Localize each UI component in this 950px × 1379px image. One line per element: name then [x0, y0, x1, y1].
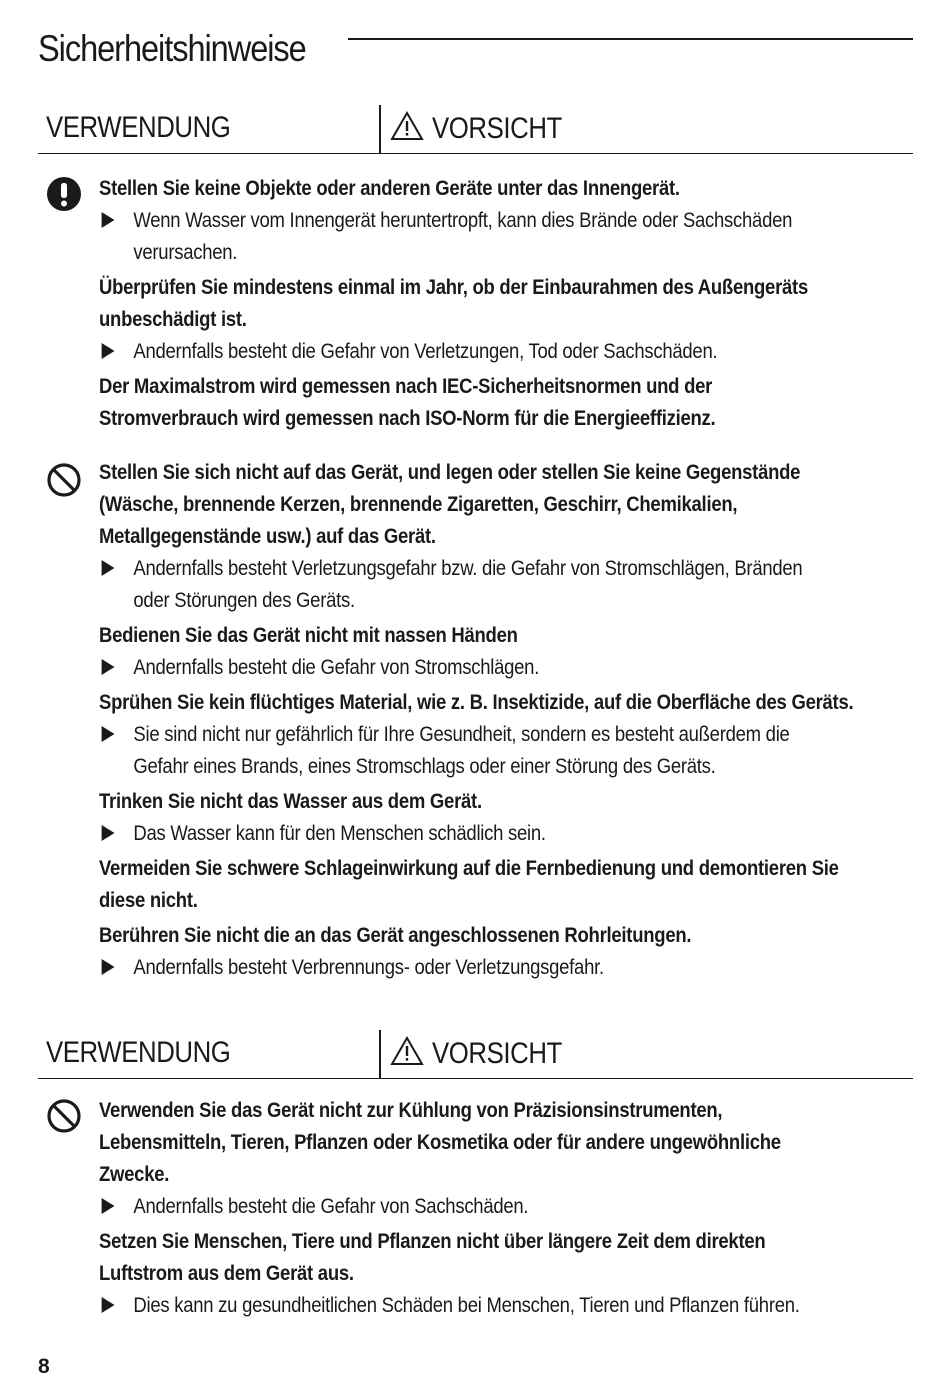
bullet-arrow-icon [102, 212, 115, 228]
bullet-text: Dies kann zu gesundheitlichen Schäden bei Menschen, Tieren und Pflanzen führen. [99, 1289, 804, 1321]
bullet-text: Andernfalls besteht Verletzungsgefahr bzw. die Gefahr von Stromschlägen, Bränden [99, 552, 804, 584]
section-label-caution: VORSICHT [432, 112, 562, 145]
bullet-text: Sie sind nicht nur gefährlich für Ihre Gesundheit, sondern es besteht außerdem die [99, 718, 804, 750]
item-heading-continued: unbeschädigt ist. [99, 307, 247, 331]
page-title: Sicherheitshinweise [38, 28, 306, 69]
section-header [38, 105, 913, 154]
exclamation-mandatory-icon [46, 176, 82, 212]
item-heading-continued: Luftstrom aus dem Gerät aus. [99, 1261, 354, 1285]
item-heading: Überprüfen Sie mindestens einmal im Jahr, ob der Einbaurahmen des Außengeräts [99, 275, 808, 299]
item-heading-continued: Metallgegenstände usw.) auf das Gerät. [99, 524, 436, 548]
item-heading-continued: Zwecke. [99, 1162, 170, 1186]
item-list [99, 172, 919, 434]
bullet-arrow-icon [102, 825, 115, 841]
bullet-arrow-icon [102, 1198, 115, 1214]
bullet-arrow-icon [102, 560, 115, 576]
item-heading: Verwenden Sie das Gerät nicht zur Kühlung von Präzisionsinstrumenten, [99, 1098, 723, 1122]
bullet-text: Andernfalls besteht die Gefahr von Verletzungen, Tod oder Sachschäden. [99, 335, 804, 367]
item-heading: Der Maximalstrom wird gemessen nach IEC-Sicherheitsnormen und der [99, 374, 713, 398]
bullet-arrow-icon [102, 726, 115, 742]
item-heading: Sprühen Sie kein flüchtiges Material, wie z. B. Insektizide, auf die Oberfläche des Geräts. [99, 690, 854, 714]
item-heading: Trinken Sie nicht das Wasser aus dem Gerät. [99, 789, 482, 813]
prohibition-icon [46, 1098, 82, 1134]
item-heading: Stellen Sie sich nicht auf das Gerät, und legen oder stellen Sie keine Gegenstände [99, 460, 801, 484]
bullet-arrow-icon [102, 343, 115, 359]
item-list [99, 456, 919, 983]
bullet-arrow-icon [102, 1297, 115, 1313]
prohibition-icon [46, 462, 82, 498]
item-heading: Berühren Sie nicht die an das Gerät angeschlossenen Rohrleitungen. [99, 923, 692, 947]
warning-triangle-icon [390, 111, 424, 141]
bullet-arrow-icon [102, 659, 115, 675]
item-heading: Bedienen Sie das Gerät nicht mit nassen Händen [99, 623, 518, 647]
item-heading-continued: Lebensmitteln, Tieren, Pflanzen oder Kosmetika oder für andere ungewöhnliche [99, 1130, 781, 1154]
section-label-usage: VERWENDUNG [46, 111, 231, 144]
item-heading: Stellen Sie keine Objekte oder anderen Geräte unter das Innengerät. [99, 176, 680, 200]
bullet-text-continued: oder Störungen des Geräts. [133, 588, 355, 612]
bullet-arrow-icon [102, 959, 115, 975]
header-divider [379, 1030, 381, 1078]
bullet-text-continued: Gefahr eines Brands, eines Stromschlags oder einer Störung des Geräts. [133, 754, 716, 778]
section-header [38, 1030, 913, 1079]
page-number: 8 [38, 1355, 50, 1378]
item-list [99, 1094, 919, 1321]
item-heading-continued: Stromverbrauch wird gemessen nach ISO-Norm für die Energieeffizienz. [99, 406, 716, 430]
item-heading-continued: diese nicht. [99, 888, 198, 912]
bullet-text: Wenn Wasser vom Innengerät heruntertropft, kann dies Brände oder Sachschäden [99, 204, 804, 236]
item-heading-continued: (Wäsche, brennende Kerzen, brennende Zigaretten, Geschirr, Chemikalien, [99, 492, 738, 516]
section-label-usage: VERWENDUNG [46, 1036, 231, 1069]
title-rule [348, 38, 913, 40]
bullet-text: Das Wasser kann für den Menschen schädlich sein. [99, 817, 804, 849]
item-heading: Vermeiden Sie schwere Schlageinwirkung auf die Fernbedienung und demontieren Sie [99, 856, 839, 880]
warning-triangle-icon [390, 1036, 424, 1066]
bullet-text: Andernfalls besteht die Gefahr von Stromschlägen. [99, 651, 804, 683]
bullet-text: Andernfalls besteht die Gefahr von Sachschäden. [99, 1190, 804, 1222]
section-label-caution: VORSICHT [432, 1037, 562, 1070]
bullet-text-continued: verursachen. [133, 240, 238, 264]
bullet-text: Andernfalls besteht Verbrennungs- oder Verletzungsgefahr. [99, 951, 804, 983]
header-divider [379, 105, 381, 153]
item-heading: Setzen Sie Menschen, Tiere und Pflanzen nicht über längere Zeit dem direkten [99, 1229, 766, 1253]
